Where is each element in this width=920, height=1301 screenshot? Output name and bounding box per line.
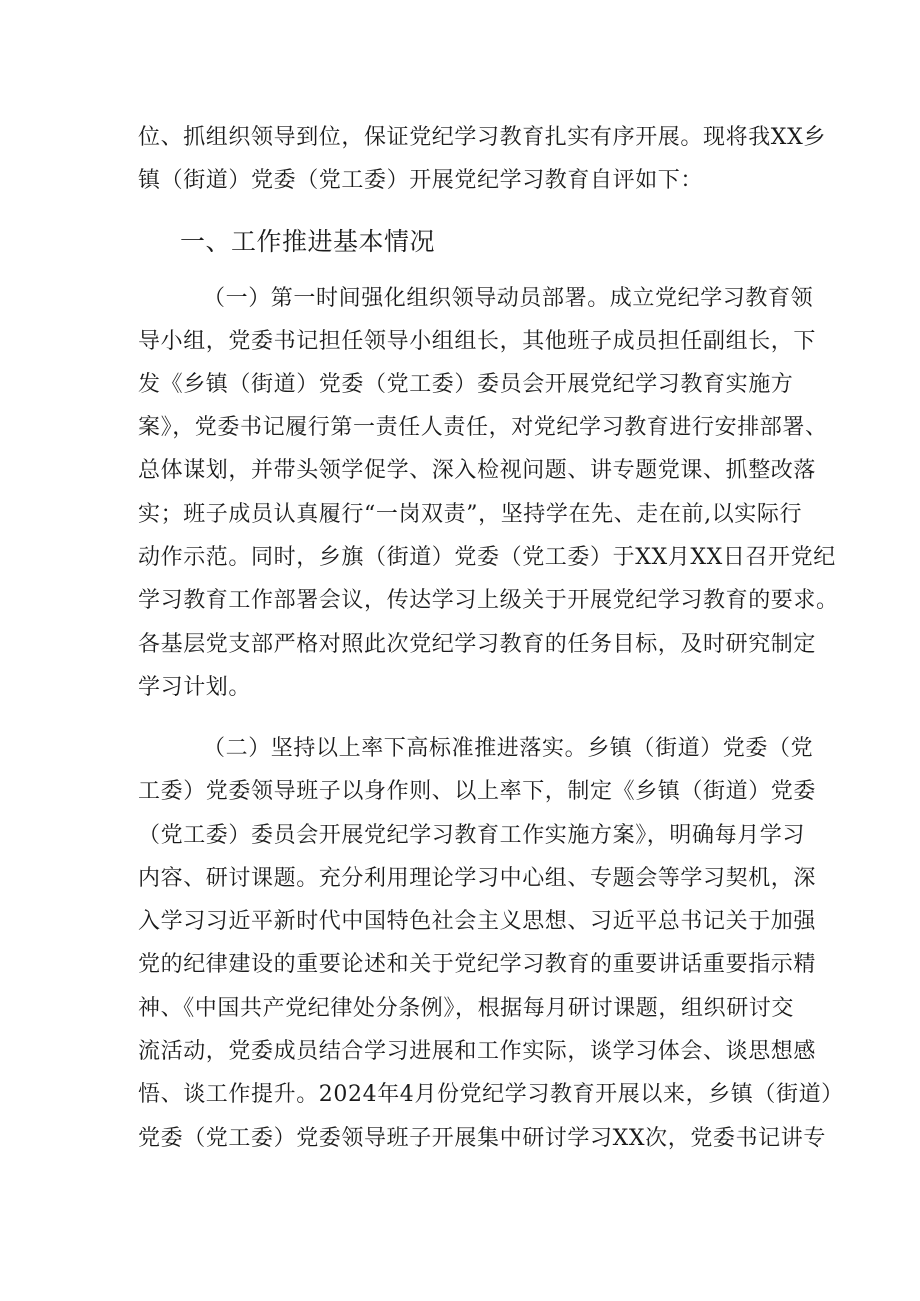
paragraph-1-line-4: 案》，党委书记履行第一责任人责任，对党纪学习教育进行安排部署、 <box>138 415 828 440</box>
paragraph-2-line-6: 党的纪律建设的重要论述和关于党纪学习教育的重要讲话重要指示精 <box>138 952 817 977</box>
paragraph-2-line-4: 内容、研讨课题。充分利用理论学习中心组、专题会等学习契机，深 <box>138 866 817 891</box>
paragraph-1-line-5: 总体谋划，并带头领学促学、深入检视问题、讲专题党课、抓整改落 <box>138 458 817 483</box>
paragraph-1-line-1: （一）第一时间强化组织领导动员部署。成立党纪学习教育领 <box>203 286 814 311</box>
paragraph-2-line-7: 神、《中国共产党纪律处分条例》，根据每月研讨课题，组织研讨交 <box>138 996 795 1021</box>
paragraph-2-line-5: 入学习习近平新时代中国特色社会主义思想、习近平总书记关于加强 <box>138 909 817 934</box>
paragraph-2-line-9: 悟、谈工作提升。2024年4月份党纪学习教育开展以来，乡镇（街道） <box>138 1082 844 1107</box>
paragraph-2-line-1: （二）坚持以上率下高标准推进落实。乡镇（街道）党委（党 <box>203 736 814 761</box>
paragraph-1-line-9: 各基层党支部严格对照此次党纪学习教育的任务目标，及时研究制定 <box>138 632 817 657</box>
paragraph-1-line-7: 动作示范。同时，乡旗（街道）党委（党工委）于XX月XX日召开党纪 <box>138 545 836 570</box>
paragraph-2-line-3: （党工委）委员会开展党纪学习教育工作实施方案》，明确每月学习 <box>138 823 806 848</box>
section-heading: 一、工作推进基本情况 <box>180 227 436 256</box>
paragraph-1-line-6: 实；班子成员认真履行“一岗双责”，坚持学在先、走在前,以实际行 <box>138 502 803 527</box>
paragraph-1-line-10: 学习计划。 <box>138 675 252 700</box>
paragraph-1-line-3: 发《乡镇（街道）党委（党工委）委员会开展党纪学习教育实施方 <box>138 372 794 397</box>
paragraph-2-line-8: 流活动，党委成员结合学习进展和工作实际，谈学习体会、谈思想感 <box>138 1039 817 1064</box>
paragraph-2-line-10: 党委（党工委）党委领导班子开展集中研讨学习XX次，党委书记讲专 <box>138 1126 826 1151</box>
paragraph-1-line-2: 导小组，党委书记担任领导小组组长，其他班子成员担任副组长，下 <box>138 329 817 354</box>
intro-line-1: 位、抓组织领导到位，保证党纪学习教育扎实有序开展。现将我XX乡 <box>138 125 826 150</box>
paragraph-2-line-2: 工委）党委领导班子以身作则、以上率下，制定《乡镇（街道）党委 <box>138 779 817 804</box>
intro-line-2: 镇（街道）党委（党工委）开展党纪学习教育自评如下： <box>138 168 704 193</box>
paragraph-1-line-8: 学习教育工作部署会议，传达学习上级关于开展党纪学习教育的要求。 <box>138 588 839 613</box>
